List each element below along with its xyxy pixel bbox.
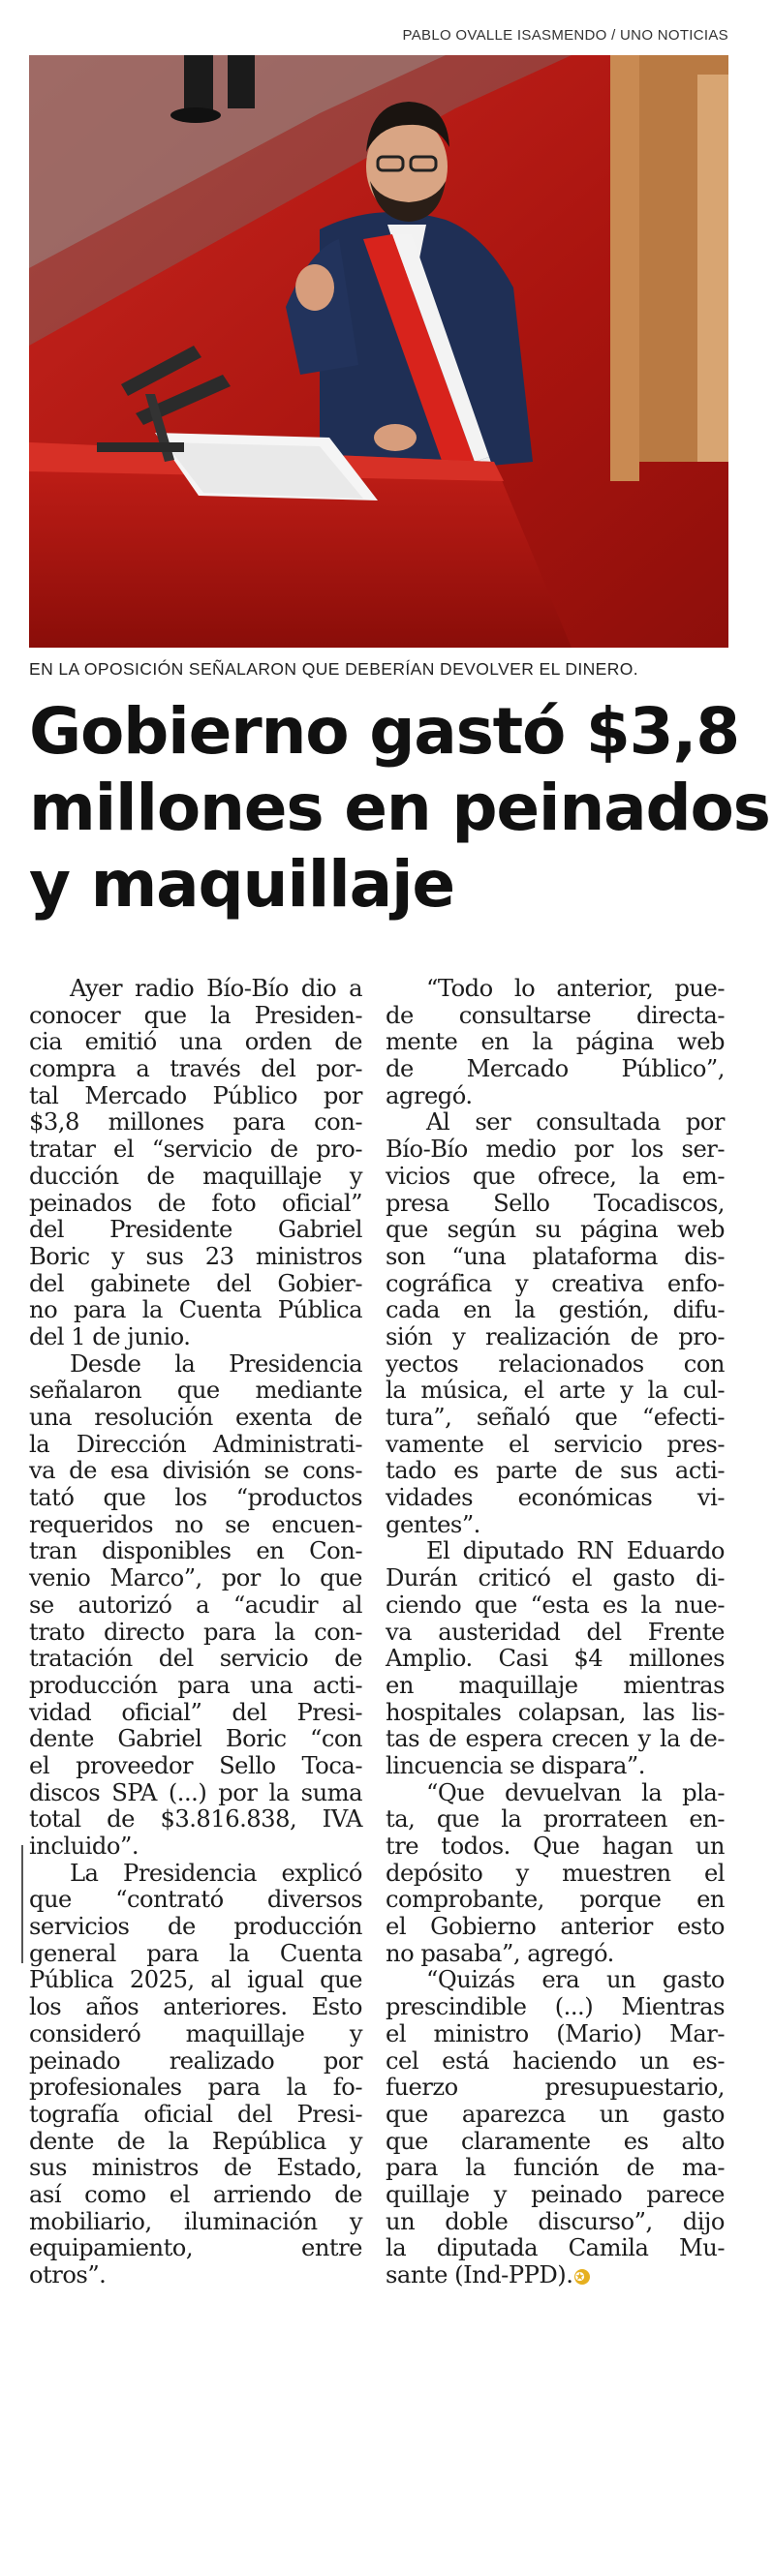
article-line: prescindible (...) Mientras (386, 1993, 725, 2021)
article-line: no pasaba”, agregó. (386, 1939, 614, 1967)
article-line: conocer que la Presiden- (29, 1001, 362, 1029)
article-line: el Gobierno anterior esto (386, 1913, 725, 1941)
article-line: tas de espera crecen y la de- (386, 1725, 725, 1753)
article-paragraph (29, 976, 362, 1351)
article-column-right (386, 976, 725, 2289)
article-line: fuerzo presupuestario, (386, 2074, 725, 2102)
article-line: ta, que la prorrateen en- (386, 1805, 725, 1834)
article-line: sus ministros de Estado, (29, 2154, 362, 2182)
news-photo (29, 55, 728, 648)
article-line: “Quizás era un gasto (426, 1966, 725, 1994)
article-line: Al ser consultada por (426, 1108, 725, 1136)
article-line: de Mercado Público”, (386, 1055, 725, 1083)
article-line: así como el arriendo de (29, 2180, 362, 2208)
article-line: El diputado RN Eduardo (426, 1537, 725, 1565)
article-line: Desde la Presidencia (70, 1349, 362, 1378)
article-line: el proveedor Sello Toca- (29, 1751, 362, 1779)
article-line: tató que los “productos (29, 1484, 362, 1512)
headline-line: millones en peinados (29, 771, 770, 845)
article-line: trato directo para la con- (29, 1618, 362, 1646)
article-column-left (29, 976, 362, 2289)
article-line: venio Marco”, por lo que (29, 1564, 362, 1592)
article-line: vicios que ofrece, la em- (386, 1162, 725, 1190)
article-line: va de esa división se cons- (29, 1457, 362, 1485)
article-line: dente de la República y (29, 2127, 362, 2155)
end-of-article-icon: ✪ (574, 2269, 590, 2285)
article-line: que “contrató diversos (29, 1886, 362, 1914)
article-line: Amplio. Casi $4 millones (386, 1645, 725, 1673)
article-line: del 1 de junio. (29, 1322, 191, 1350)
article-line: Boric y sus 23 ministros (29, 1242, 362, 1270)
article-line: dente Gabriel Boric “con (29, 1725, 362, 1753)
article-line: un doble discurso”, dijo (386, 2207, 725, 2235)
article-paragraph (29, 1351, 362, 1861)
article-line: comprobante, porque en (386, 1886, 725, 1914)
margin-rule (21, 1845, 23, 1963)
article-line: va austeridad del Frente (386, 1618, 725, 1646)
article-paragraph (386, 976, 725, 1109)
article-line: la diputada Camila Mu- (386, 2234, 725, 2262)
article-line: mente en la página web (386, 1028, 725, 1056)
article-line: peinado realizado por (29, 2046, 362, 2075)
article-line: de consultarse directa- (386, 1001, 725, 1029)
photo-caption: EN LA OPOSICIÓN SEÑALARON QUE DEBERÍAN DEVOLVER EL DINERO. (29, 659, 639, 679)
article-line: vidad oficial” del Presi- (29, 1698, 362, 1726)
article-paragraph (386, 1967, 725, 2288)
article-line: la música, el arte y la cul- (386, 1377, 725, 1405)
article-line: ciendo que “esta es la nue- (386, 1591, 725, 1619)
article-line: Ayer radio Bío-Bío dio a (70, 975, 362, 1002)
article-line: que aparezca un gasto (386, 2100, 725, 2128)
article-line: ducción de maquillaje y (29, 1162, 362, 1190)
article-line: una resolución exenta de (29, 1404, 362, 1431)
article-line: cada en la gestión, difu- (386, 1296, 725, 1324)
article-line: total de $3.816.838, IVA (29, 1805, 362, 1834)
article-line: el ministro (Mario) Mar- (386, 2019, 725, 2047)
article-line: tografía oficial del Presi- (29, 2100, 362, 2128)
article-line: depósito y muestren el (386, 1859, 725, 1887)
article-line: tran disponibles en Con- (29, 1537, 362, 1565)
article-line: Bío-Bío medio por los ser- (386, 1136, 725, 1164)
article-line: hospitales colapsan, las lis- (386, 1698, 725, 1726)
article-line: los años anteriores. Esto (29, 1993, 362, 2021)
article-line: Durán criticó el gasto di- (386, 1564, 725, 1592)
article-line: tura”, señaló que “efecti- (386, 1404, 725, 1431)
article-line: tado es parte de sus acti- (386, 1457, 725, 1485)
article-line: profesionales para la fo- (29, 2074, 362, 2102)
article-paragraph (386, 1109, 725, 1538)
article-line: requeridos no se encuen- (29, 1510, 362, 1538)
article-line: consideró maquillaje y (29, 2019, 362, 2047)
headline-line: y maquillaje (29, 847, 454, 922)
article-line: cel está haciendo un es- (386, 2046, 725, 2075)
article-line: peinados de foto oficial” (29, 1189, 362, 1217)
article-line: son “una plataforma dis- (386, 1242, 725, 1270)
article-line: compra a través del por- (29, 1055, 362, 1083)
article-line: vamente el servicio pres- (386, 1430, 725, 1458)
article-line: quillaje y peinado parece (386, 2180, 725, 2208)
article-line: presa Sello Tocadiscos, (386, 1189, 725, 1217)
article-line: equipamiento, entre (29, 2234, 362, 2262)
article-line: del Presidente Gabriel (29, 1216, 362, 1244)
article-line: sión y realización de pro- (386, 1322, 725, 1350)
article-line: tre todos. Que hagan un (386, 1833, 725, 1860)
article-line: incluido”. (29, 1833, 139, 1860)
article-line: producción para una acti- (29, 1671, 362, 1699)
article-line: tal Mercado Público por (29, 1081, 362, 1109)
article-line: que según su página web (386, 1216, 725, 1244)
article-line: servicios de producción (29, 1913, 362, 1941)
article-line: cia emitió una orden de (29, 1028, 362, 1056)
headline-line: Gobierno gastó $3,8 (29, 694, 739, 769)
article-line: tratar el “servicio de pro- (29, 1136, 362, 1164)
article-line: “Todo lo anterior, pue- (426, 975, 725, 1002)
article-line: yectos relacionados con (386, 1349, 725, 1378)
article-line: “Que devuelvan la pla- (426, 1778, 725, 1806)
article-line: discos SPA (...) por la suma (29, 1778, 362, 1806)
article-paragraph (386, 1538, 725, 1779)
article-line: mobiliario, iluminación y (29, 2207, 362, 2235)
article-line: que claramente es alto (386, 2127, 725, 2155)
article-line: $3,8 millones para con- (29, 1108, 362, 1136)
article-line: agregó. (386, 1081, 473, 1109)
article-line: la Dirección Administrati- (29, 1430, 362, 1458)
article-line: para la función de ma- (386, 2154, 725, 2182)
article-line: del gabinete del Gobier- (29, 1269, 362, 1297)
article-line: se autorizó a “acudir al (29, 1591, 362, 1619)
article-line: lincuencia se dispara”. (386, 1751, 645, 1779)
article-paragraph (386, 1780, 725, 1968)
article-line: La Presidencia explicó (70, 1859, 362, 1887)
article-line: en maquillaje mientras (386, 1671, 725, 1699)
article-line: otros”. (29, 2261, 107, 2288)
article-headline (29, 693, 770, 923)
article-line: sante (Ind-PPD). ✪ (386, 2262, 725, 2289)
article-line: vidades económicas vi- (386, 1484, 725, 1512)
article-line: no para la Cuenta Pública (29, 1296, 362, 1324)
article-line: señalaron que mediante (29, 1377, 362, 1405)
article-line: tratación del servicio de (29, 1645, 362, 1673)
article-line: gentes”. (386, 1510, 480, 1538)
photo-credit: PABLO OVALLE ISASMENDO / UNO NOTICIAS (402, 27, 728, 44)
article-line: Pública 2025, al igual que (29, 1966, 362, 1994)
article-paragraph (29, 1861, 362, 2289)
article-line: general para la Cuenta (29, 1939, 362, 1967)
article-line: cográfica y creativa enfo- (386, 1269, 725, 1297)
